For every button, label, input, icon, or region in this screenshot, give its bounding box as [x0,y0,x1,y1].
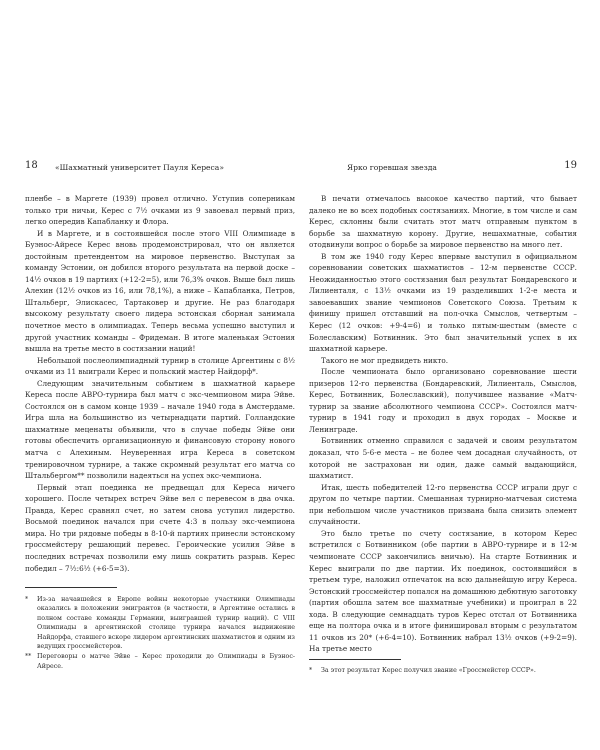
left-page-header [25,162,295,174]
page-number: 18 [25,160,38,171]
paragraph: Это было третье по счету состязание, в котором Керес встретился с Ботвинником (обе партии в АВРО-турнире и в 12-м чемпионате СССР закончились вничью). На старте Ботвинник и Керес выиграли по две партии. Их поединок, состоявшийся в третьем туре, наложил отпечаток на всю дальнейшую игру Кереса. Эстонский гроссмейстер попался на домашнюю дебютную заготовку (партия обошла затем все шахматные учебники) и проиграл в 22 хода. В следующие семнадцать туров Керес отстал от Ботвинника еще на полтора очка и в итоге финишировал вторым с результатом 11 очков из 20* (+6-4=10). Ботвинник набрал 13½ очков (+9-2=9). На третье место [309,528,577,654]
right-footnotes [309,666,577,676]
footnote-mark: * [309,667,313,674]
page-number: 19 [564,160,577,171]
footnote-mark: * [25,596,29,603]
footnote-text: Переговоры о матче Эйве – Керес проходили до Олимпиады в Буэнос-Айресе. [37,653,295,670]
footnote-rule [309,659,401,660]
paragraph: Небольшой послеолимпиадный турнир в столице Аргентины с 8½ очками из 11 выиграли Керес и польский мастер Найдорф*. [25,355,295,377]
paragraph: В печати отмечалось высокое качество партий, что бывает далеко не во всех подобных состязаниях. Многие, в том числе и сам Керес, склонны были считать этот матч отправным пунктом в борьбе за шахматную корону. Другие, нешахматные, события отодвинули вопрос о борьбе за мировое первенство на много лет. [309,194,577,250]
paragraph: Такого не мог предвидеть никто. [321,355,449,365]
running-title: «Шахматный университет Пауля Кереса» [55,163,224,172]
footnote [25,595,295,651]
footnote [309,666,577,675]
paragraph: Итак, шесть победителей 12-го первенства СССР играли друг с другом по четыре партии. Смешанная турнирно-матчевая система при небольшом числе участников призвана была снизить элемент случайности. [309,482,577,527]
footnote-text: За этот результат Керес получил звание «Гроссмейстер СССР». [321,667,536,674]
paragraph: Первый этап поединка не предвещал для Кереса ничего хорошего. После четырех встреч Эйве вел с перевесом в два очка. Правда, Керес сравнял счет, но затем снова уступил лидерство. Восьмой поединок начался при счете 4:3 в пользу экс-чемпиона мира. Но три рядовые победы в 8-10-й партиях принесли эстонскому гроссмейстеру решающий перевес. Героические усилия Эйве в последних встречах позволили ему лишь сократить разрыв. Керес победил – 7½:6½ (+6-5=3). [25,482,295,573]
footnote-rule [25,587,117,588]
paragraph: И в Маргете, и в состоявшейся после этого VIII Олимпиаде в Буэнос-Айресе Керес вновь продемонстрировал, что он является достойным претендентом на мировое первенство. Выступая за команду Эстонии, он добился второго результата на первой доске – 14½ очков в 19 партиях (+12-2=5), или 76,3% очков. Выше был лишь Алехин (12½ очков из 16, или 78,1%), а ниже – Капабланка, Петров, Штальберг, Элискасес, Тартаковер и другие. Не раз благодаря высокому результату своего лидера эстонская сборная занимала почетное место в олимпиадах. Теперь весьма успешно выступил и другой участник команды – Фридеман. В итоге маленькая Эстония вышла на третье место в состязании наций! [25,228,295,354]
paragraph: В том же 1940 году Керес впервые выступил в официальном соревновании советских шахматистов – 12-м первенстве СССР. Неожиданностью этого состязания был результат Бондаревского и Лилиенталя, с 13½ очками из 19 разделивших 1-2-е места и завоевавших звание чемпионов Советского Союза. Третьим к финишу пришел отставший на пол-очка Смыслов, четвертым – Керес (12 очков: +9-4=6) и только пятым-шестым (вместе с Болеславским) Ботвинник. Это был значительный успех в их шахматной карьере. [309,251,577,354]
paragraph: пленбе – в Маргете (1939) провел отлично. Уступив соперникам только три ничьи, Керес с 7½ очками из 9 завоевал первый приз, легко опередив Капабланку и Флора. [25,194,295,227]
running-title: Ярко горевшая звезда [347,163,437,172]
left-footnotes [25,595,295,672]
paragraph: Ботвинник отменно справился с задачей и своим результатом доказал, что 5-6-е места – не более чем досадная случайность, от которой не застрахован ни один, даже самый выдающийся, шахматист. [309,436,577,481]
paragraph: Следующим значительным событием в шахматной карьере Кереса после АВРО-турнира был матч с экс-чемпионом мира Эйве. Состоялся он в самом конце 1939 – начале 1940 года в Амстердаме. Игра шла на большинство из четырнадцати партий. Голландские шахматные меценаты объявили, что в случае победы Эйве они готовы обеспечить организационную и финансовую сторону нового матча с Алехиным. Неуверенная игра Кереса в советском тренировочном турнире, а также скромный результат его матча со Штальбергом** позволили надеяться на успех экс-чемпиона. [25,378,295,481]
footnote [25,652,295,671]
footnote-mark: ** [25,653,32,661]
right-page-header [309,162,577,174]
footnote-text: Из-за начавшейся в Европе войны некоторые участники Олимпиады оказались в положении эмигрантов (в частности, в Аргентине остались в полном составе команды Германии, выигравшей турнир наций). С VIII Олимпиады в аргентинской столице турнира начался выдвижение Найдорфа, ставшего вскоре лидером аргентинских шахматистов и одним из ведущих гроссмейстеров. [37,596,295,651]
left-page-body [25,193,295,574]
right-page-body [309,193,577,655]
paragraph: После чемпионата было организовано соревнование шести призеров 12-го первенства (Бондаревский, Лилиенталь, Смыслов, Керес, Ботвинник, Болеславский), получившее название «Матч-турнир за звание абсолютного чемпиона СССР». Состоялся матч-турнир в 1941 году и проходил в двух городах – Москве и Ленинграде. [309,367,577,434]
